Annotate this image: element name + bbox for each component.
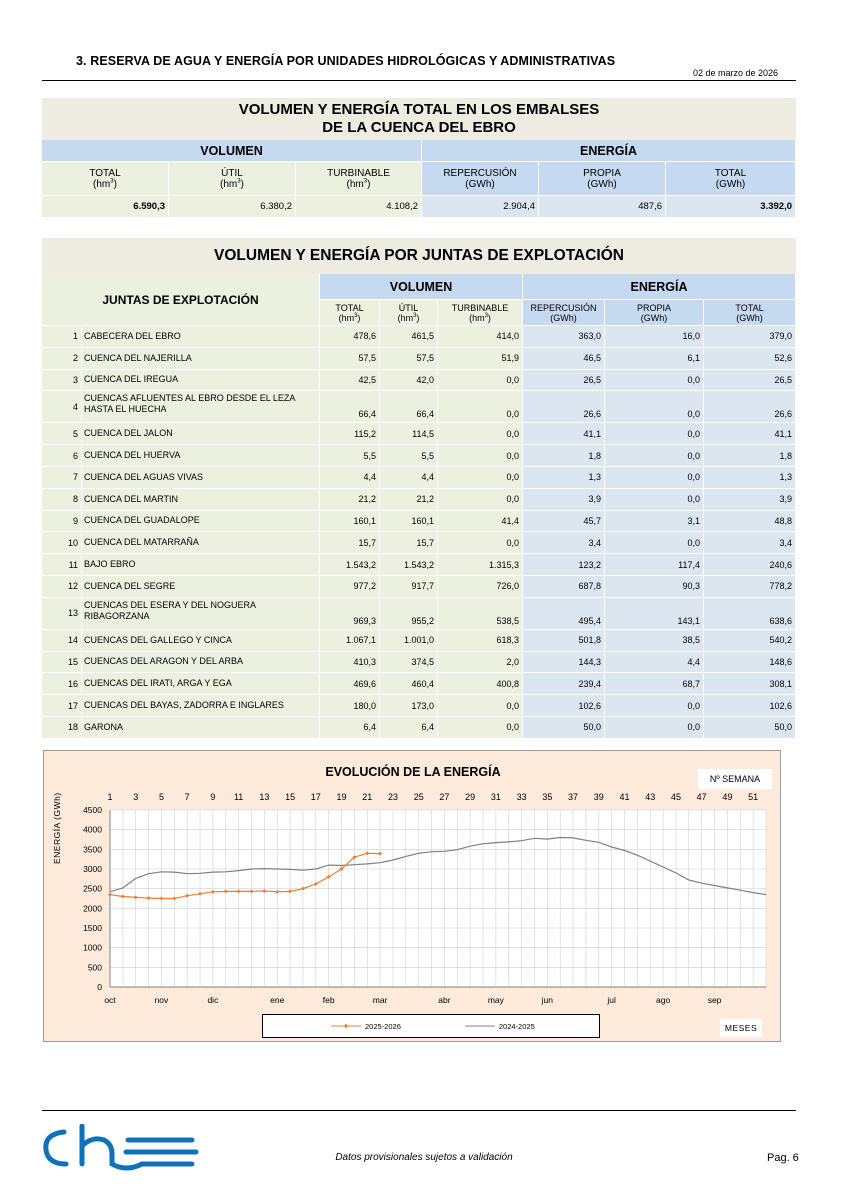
row-value: 160,1 bbox=[320, 511, 380, 533]
week-tick-label: 31 bbox=[490, 792, 501, 802]
row-value: 0,0 bbox=[438, 695, 523, 717]
plot-area bbox=[110, 810, 766, 987]
row-number: 4 bbox=[42, 391, 82, 423]
month-tick-label: feb bbox=[322, 995, 335, 1005]
y-tick-label: 4000 bbox=[83, 824, 102, 835]
summary-value-total-energia: 3.392,0 bbox=[666, 196, 796, 218]
row-value: 42,5 bbox=[320, 370, 380, 392]
row-name: CABECERA DEL EBRO bbox=[82, 326, 320, 348]
summary-col-repercusion: REPERCUSIÓN (GWh) bbox=[422, 162, 539, 196]
week-tick-label: 11 bbox=[233, 792, 244, 802]
summary-col-total: TOTAL $(hm^3)$ bbox=[42, 162, 169, 196]
row-value: 778,2 bbox=[704, 576, 796, 598]
row-number: 11 bbox=[42, 554, 82, 576]
row-name: CUENCAS DEL IRATI, ARGA Y EGA bbox=[82, 673, 320, 695]
y-tick-label: 3000 bbox=[83, 864, 102, 874]
row-value: 0,0 bbox=[605, 467, 704, 489]
row-value: 123,2 bbox=[523, 554, 605, 576]
row-value: 0,0 bbox=[605, 695, 704, 717]
week-tick-label: 51 bbox=[748, 792, 759, 802]
row-value: 6,4 bbox=[320, 717, 380, 739]
row-value: 90,3 bbox=[605, 576, 704, 598]
y-tick-label: 1000 bbox=[83, 942, 102, 953]
summary-value-repercusion: 2.904,4 bbox=[422, 196, 539, 218]
row-name: CUENCA DEL HUERVA bbox=[82, 445, 320, 467]
row-value: 21,2 bbox=[320, 489, 380, 511]
row-value: 148,6 bbox=[704, 652, 796, 674]
week-tick-label: 49 bbox=[722, 792, 733, 802]
juntas-table-title: VOLUMEN Y ENERGÍA POR JUNTAS DE EXPLOTACIÓN bbox=[42, 238, 796, 274]
row-value: 42,0 bbox=[380, 370, 438, 392]
juntas-col-util: ÚTIL $(hm^3)$ bbox=[380, 300, 438, 326]
chart-week-axis-label: Nº SEMANA bbox=[698, 769, 772, 789]
week-tick-label: 29 bbox=[465, 792, 476, 802]
week-tick-label: 13 bbox=[259, 792, 270, 802]
row-value: 57,5 bbox=[320, 348, 380, 370]
month-tick-label: nov bbox=[154, 995, 169, 1005]
juntas-col-name-header: JUNTAS DE EXPLOTACIÓN bbox=[42, 274, 320, 326]
row-value: 5,5 bbox=[380, 445, 438, 467]
row-value: 57,5 bbox=[380, 348, 438, 370]
summary-title-line1: VOLUMEN Y ENERGÍA TOTAL EN LOS EMBALSES bbox=[238, 101, 600, 118]
row-number: 6 bbox=[42, 445, 82, 467]
row-name: CUENCA DEL SEGRE bbox=[82, 576, 320, 598]
chart-y-axis-label: ENERGÍA (GWh) bbox=[52, 792, 62, 864]
row-name: CUENCA DEL AGUAS VIVAS bbox=[82, 467, 320, 489]
row-value: 144,3 bbox=[523, 652, 605, 674]
summary-col-util: ÚTIL $(hm^3)$ bbox=[169, 162, 296, 196]
summary-title-line2: DE LA CUENCA DEL EBRO bbox=[322, 119, 516, 136]
week-tick-label: 35 bbox=[542, 792, 553, 802]
row-value: 1.315,3 bbox=[438, 554, 523, 576]
month-tick-label: ago bbox=[656, 995, 671, 1005]
row-name: CUENCA DEL MARTIN bbox=[82, 489, 320, 511]
week-tick-label: 39 bbox=[593, 792, 604, 802]
row-value: 410,3 bbox=[320, 652, 380, 674]
row-value: 501,8 bbox=[523, 630, 605, 652]
row-name: CUENCA DEL GUADALOPE bbox=[82, 511, 320, 533]
row-value: 66,4 bbox=[380, 391, 438, 423]
week-tick-label: 21 bbox=[362, 792, 373, 802]
summary-group-volumen: VOLUMEN bbox=[42, 140, 422, 162]
month-tick-label: ene bbox=[270, 995, 285, 1005]
row-value: 240,6 bbox=[704, 554, 796, 576]
week-tick-label: 17 bbox=[310, 792, 321, 802]
row-value: 308,1 bbox=[704, 673, 796, 695]
y-tick-label: 0 bbox=[97, 982, 102, 992]
legend-label-2025-2026: 2025-2026 bbox=[365, 1021, 401, 1031]
row-value: 102,6 bbox=[523, 695, 605, 717]
row-value: 374,5 bbox=[380, 652, 438, 674]
row-value: 41,4 bbox=[438, 511, 523, 533]
juntas-group-energia: ENERGÍA bbox=[523, 274, 796, 300]
row-number: 2 bbox=[42, 348, 82, 370]
row-value: 0,0 bbox=[438, 467, 523, 489]
row-value: 3,4 bbox=[704, 532, 796, 554]
row-value: 1,3 bbox=[523, 467, 605, 489]
row-value: 977,2 bbox=[320, 576, 380, 598]
row-number: 14 bbox=[42, 630, 82, 652]
row-value: 0,0 bbox=[438, 391, 523, 423]
row-value: 50,0 bbox=[523, 717, 605, 739]
y-tick-label: 500 bbox=[87, 962, 102, 973]
summary-value-propia: 487,6 bbox=[539, 196, 666, 218]
row-name: CUENCAS DEL BAYAS, ZADORRA E INGLARES bbox=[82, 695, 320, 717]
row-value: 618,3 bbox=[438, 630, 523, 652]
week-tick-label: 19 bbox=[336, 792, 347, 802]
row-value: 51,9 bbox=[438, 348, 523, 370]
row-value: 239,4 bbox=[523, 673, 605, 695]
row-value: 0,0 bbox=[438, 445, 523, 467]
juntas-col-total-energia: TOTAL (GWh) bbox=[704, 300, 796, 326]
row-value: 1.001,0 bbox=[380, 630, 438, 652]
legend-swatch-2024-2025 bbox=[465, 1021, 495, 1031]
y-tick-label: 3500 bbox=[83, 844, 102, 855]
row-value: 414,0 bbox=[438, 326, 523, 348]
row-value: 16,0 bbox=[605, 326, 704, 348]
row-value: 1,3 bbox=[704, 467, 796, 489]
row-value: 26,5 bbox=[523, 370, 605, 392]
row-value: 687,8 bbox=[523, 576, 605, 598]
summary-value-total: 6.590,3 bbox=[42, 196, 169, 218]
month-tick-label: jul bbox=[607, 995, 616, 1005]
row-number: 5 bbox=[42, 423, 82, 445]
section-title: 3. RESERVA DE AGUA Y ENERGÍA POR UNIDADES HIDROLÓGICAS Y ADMINISTRATIVAS bbox=[76, 54, 616, 68]
row-value: 0,0 bbox=[605, 532, 704, 554]
week-tick-label: 23 bbox=[387, 792, 398, 802]
summary-col-total-energia: TOTAL (GWh) bbox=[666, 162, 796, 196]
summary-col-turbinable: TURBINABLE $(hm^3)$ bbox=[296, 162, 422, 196]
report-date: 02 de marzo de 2026 bbox=[692, 68, 778, 78]
juntas-col-repercusion: REPERCUSIÓN (GWh) bbox=[523, 300, 605, 326]
row-value: 4,4 bbox=[605, 652, 704, 674]
row-value: 160,1 bbox=[380, 511, 438, 533]
y-tick-label: 1500 bbox=[83, 923, 102, 933]
month-tick-label: may bbox=[487, 995, 504, 1005]
month-tick-label: dic bbox=[207, 995, 219, 1005]
row-value: 3,1 bbox=[605, 511, 704, 533]
row-value: 538,5 bbox=[438, 598, 523, 630]
row-number: 13 bbox=[42, 598, 82, 630]
row-value: 400,8 bbox=[438, 673, 523, 695]
legend-swatch-2025-2026 bbox=[331, 1021, 361, 1031]
y-tick-label: 2000 bbox=[83, 903, 102, 914]
row-value: 117,4 bbox=[605, 554, 704, 576]
juntas-col-propia: PROPIA (GWh) bbox=[605, 300, 704, 326]
row-value: 41,1 bbox=[704, 423, 796, 445]
row-name: CUENCA DEL JALON bbox=[82, 423, 320, 445]
row-number: 9 bbox=[42, 511, 82, 533]
chart-x-axis-label: MESES bbox=[720, 1019, 762, 1037]
row-value: 173,0 bbox=[380, 695, 438, 717]
week-tick-label: 33 bbox=[516, 792, 527, 802]
row-number: 1 bbox=[42, 326, 82, 348]
row-value: 68,7 bbox=[605, 673, 704, 695]
month-tick-label: sep bbox=[707, 995, 722, 1005]
bottom-divider bbox=[42, 1110, 796, 1111]
row-number: 15 bbox=[42, 652, 82, 674]
row-name: CUENCA DEL NAJERILLA bbox=[82, 348, 320, 370]
row-value: 955,2 bbox=[380, 598, 438, 630]
row-value: 26,5 bbox=[704, 370, 796, 392]
row-value: 3,9 bbox=[523, 489, 605, 511]
summary-value-turbinable: 4.108,2 bbox=[296, 196, 422, 218]
row-value: 48,8 bbox=[704, 511, 796, 533]
month-tick-label: jun bbox=[541, 995, 554, 1005]
row-value: 4,4 bbox=[320, 467, 380, 489]
row-value: 3,4 bbox=[523, 532, 605, 554]
row-value: 21,2 bbox=[380, 489, 438, 511]
row-value: 102,6 bbox=[704, 695, 796, 717]
row-name: GARONA bbox=[82, 717, 320, 739]
summary-col-propia: PROPIA (GWh) bbox=[539, 162, 666, 196]
row-value: 0,0 bbox=[605, 370, 704, 392]
row-value: 0,0 bbox=[438, 532, 523, 554]
row-value: 495,4 bbox=[523, 598, 605, 630]
row-name: CUENCA DEL MATARRAÑA bbox=[82, 532, 320, 554]
row-value: 15,7 bbox=[320, 532, 380, 554]
row-value: 15,7 bbox=[380, 532, 438, 554]
row-value: 46,5 bbox=[523, 348, 605, 370]
row-name: CUENCAS DEL ESERA Y DEL NOGUERA RIBAGORZANA bbox=[82, 598, 320, 630]
row-value: 45,7 bbox=[523, 511, 605, 533]
week-tick-label: 3 bbox=[133, 792, 139, 802]
chart-title: EVOLUCIÓN DE LA ENERGÍA bbox=[325, 765, 501, 779]
page-number: Pag. 6 bbox=[767, 1152, 799, 1164]
row-number: 10 bbox=[42, 532, 82, 554]
row-value: 1,8 bbox=[704, 445, 796, 467]
row-name: CUENCA DEL IREGUA bbox=[82, 370, 320, 392]
row-number: 18 bbox=[42, 717, 82, 739]
row-value: 0,0 bbox=[438, 717, 523, 739]
row-value: 1.067,1 bbox=[320, 630, 380, 652]
row-value: 540,2 bbox=[704, 630, 796, 652]
row-value: 50,0 bbox=[704, 717, 796, 739]
chart-legend bbox=[262, 1014, 600, 1038]
legend-label-2024-2025: 2024-2025 bbox=[498, 1021, 535, 1031]
row-value: 638,6 bbox=[704, 598, 796, 630]
row-value: 0,0 bbox=[605, 489, 704, 511]
row-number: 8 bbox=[42, 489, 82, 511]
week-tick-label: 5 bbox=[158, 792, 164, 802]
y-tick-label: 4500 bbox=[83, 805, 102, 815]
row-value: 5,5 bbox=[320, 445, 380, 467]
row-number: 3 bbox=[42, 370, 82, 392]
row-value: 6,4 bbox=[380, 717, 438, 739]
week-tick-label: 15 bbox=[285, 792, 296, 802]
row-value: 1,8 bbox=[523, 445, 605, 467]
week-tick-label: 25 bbox=[413, 792, 424, 802]
week-tick-label: 47 bbox=[696, 792, 707, 802]
row-value: 6,1 bbox=[605, 348, 704, 370]
row-value: 41,1 bbox=[523, 423, 605, 445]
row-name: CUENCAS DEL ARAGON Y DEL ARBA bbox=[82, 652, 320, 674]
row-value: 478,6 bbox=[320, 326, 380, 348]
month-tick-label: oct bbox=[104, 995, 116, 1005]
row-value: 917,7 bbox=[380, 576, 438, 598]
week-tick-label: 41 bbox=[619, 792, 630, 802]
row-number: 17 bbox=[42, 695, 82, 717]
row-value: 0,0 bbox=[605, 391, 704, 423]
row-value: 0,0 bbox=[438, 423, 523, 445]
row-value: 0,0 bbox=[605, 717, 704, 739]
row-number: 7 bbox=[42, 467, 82, 489]
row-value: 726,0 bbox=[438, 576, 523, 598]
row-value: 1.543,2 bbox=[320, 554, 380, 576]
row-number: 16 bbox=[42, 673, 82, 695]
week-tick-label: 45 bbox=[670, 792, 681, 802]
row-value: 38,5 bbox=[605, 630, 704, 652]
row-name: CUENCAS DEL GALLEGO Y CINCA bbox=[82, 630, 320, 652]
row-value: 143,1 bbox=[605, 598, 704, 630]
row-value: 969,3 bbox=[320, 598, 380, 630]
week-tick-label: 1 bbox=[107, 792, 113, 802]
row-value: 4,4 bbox=[380, 467, 438, 489]
week-tick-label: 9 bbox=[210, 792, 216, 802]
che-logo-icon bbox=[42, 1124, 202, 1172]
month-tick-label: mar bbox=[372, 995, 388, 1005]
week-tick-label: 27 bbox=[439, 792, 450, 802]
row-value: 363,0 bbox=[523, 326, 605, 348]
row-name: CUENCAS AFLUENTES AL EBRO DESDE EL LEZA HASTA EL HUECHA bbox=[82, 391, 320, 423]
row-value: 115,2 bbox=[320, 423, 380, 445]
week-tick-label: 7 bbox=[184, 792, 190, 802]
row-value: 0,0 bbox=[605, 445, 704, 467]
row-value: 2,0 bbox=[438, 652, 523, 674]
row-value: 3,9 bbox=[704, 489, 796, 511]
row-value: 0,0 bbox=[438, 489, 523, 511]
y-tick-label: 2500 bbox=[83, 883, 102, 894]
row-value: 1.543,2 bbox=[380, 554, 438, 576]
row-value: 180,0 bbox=[320, 695, 380, 717]
row-value: 66,4 bbox=[320, 391, 380, 423]
juntas-col-turbinable: TURBINABLE $(hm^3)$ bbox=[438, 300, 523, 326]
row-value: 0,0 bbox=[438, 370, 523, 392]
row-value: 26,6 bbox=[704, 391, 796, 423]
row-value: 114,5 bbox=[380, 423, 438, 445]
row-value: 0,0 bbox=[605, 423, 704, 445]
row-value: 26,6 bbox=[523, 391, 605, 423]
row-number: 12 bbox=[42, 576, 82, 598]
row-value: 469,6 bbox=[320, 673, 380, 695]
week-tick-label: 37 bbox=[568, 792, 579, 802]
row-value: 52,6 bbox=[704, 348, 796, 370]
juntas-group-volumen: VOLUMEN bbox=[320, 274, 523, 300]
row-name: BAJO EBRO bbox=[82, 554, 320, 576]
row-value: 460,4 bbox=[380, 673, 438, 695]
summary-value-util: 6.380,2 bbox=[169, 196, 296, 218]
footer-note: Datos provisionales sujetos a validación bbox=[335, 1152, 513, 1163]
summary-group-energia: ENERGÍA bbox=[422, 140, 796, 162]
juntas-col-total: TOTAL $(hm^3)$ bbox=[320, 300, 380, 326]
month-tick-label: abr bbox=[438, 995, 451, 1005]
row-value: 379,0 bbox=[704, 326, 796, 348]
row-value: 461,5 bbox=[380, 326, 438, 348]
week-tick-label: 43 bbox=[645, 792, 656, 802]
